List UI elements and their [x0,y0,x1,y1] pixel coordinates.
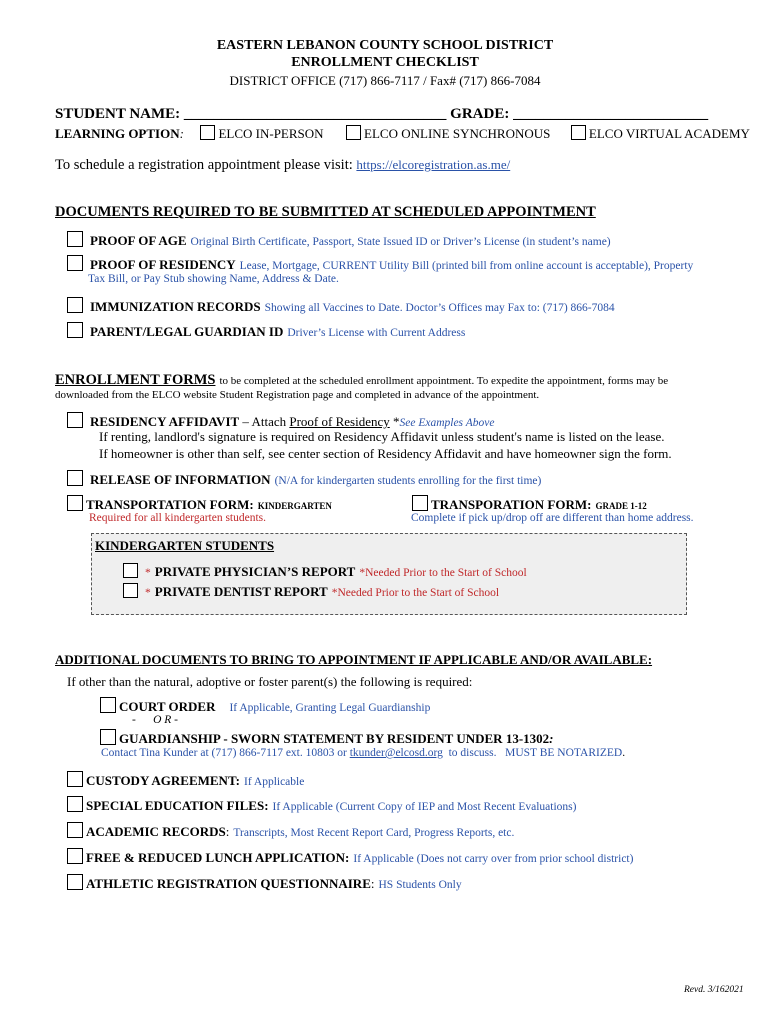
checklist-item: * PRIVATE PHYSICIAN’S REPORT *Needed Prior to the Start of School [123,563,527,581]
item-label: SPECIAL EDUCATION FILES: [86,798,269,813]
checklist-item: RESIDENCY AFFIDAVIT – Attach Proof of Residency *See Examples Above [67,412,494,431]
item-desc: If Applicable [243,776,305,788]
residency-note: If renting, landlord's signature is required on Residency Affidavit unless student's name is listed on the lease. [99,429,665,444]
checkbox[interactable] [100,697,116,713]
checkbox[interactable] [200,125,215,140]
page-title: ENROLLMENT CHECKLIST [291,55,479,70]
checklist-item [67,255,693,274]
additional-intro: If other than the natural, adoptive or foster parent(s) the following is required: [67,674,473,689]
item-note: Required for all kindergarten students. [89,512,267,524]
item-label: TRANSPORTATION FORM: [86,497,254,512]
item-label: PROOF OF RESIDENCY [90,257,236,272]
district-name: EASTERN LEBANON COUNTY SCHOOL DISTRICT [216,38,554,53]
checkbox[interactable] [67,297,83,313]
checkbox[interactable] [123,563,138,578]
item-label: GUARDIANSHIP - SWORN STATEMENT BY RESIDENT UNDER 13-1302 [119,731,550,746]
checkbox[interactable] [346,125,361,140]
enrollment-intro-cont: downloaded from the ELCO website Student Registration page and completed in advance of the appointment. [55,389,540,401]
item-desc: Original Birth Certificate, Passport, State Issued ID or Driver’s License (in student’s name) [190,236,611,248]
learning-option-row: LEARNING OPTION: ELCO IN-PERSON ELCO ONLINE SYNCHRONOUS ELCO VIRTUAL ACADEMY [55,126,750,141]
checkbox[interactable] [67,495,83,511]
item-label: ATHLETIC REGISTRATION QUESTIONNAIRE [86,876,371,891]
revision-date: Revd. 3/162021 [684,985,744,995]
grade-blank[interactable]: __________________________ [513,106,709,122]
item-label: RESIDENCY AFFIDAVIT [90,414,240,429]
enrollment-intro: ENROLLMENT FORMS to be completed at the scheduled enrollment appointment. To expedite the appointment, forms may be [55,372,669,388]
item-label: RELEASE OF INFORMATION [90,472,271,487]
item-label: PRIVATE DENTIST REPORT [154,584,328,599]
item-label: PROOF OF AGE [90,233,187,248]
learning-option-label: LEARNING OPTION [55,126,180,141]
checklist-item: ACADEMIC RECORDS: Transcripts, Most Recent Report Card, Progress Reports, etc. [67,822,514,841]
item-label: FREE & REDUCED LUNCH APPLICATION: [86,850,350,865]
checklist-item [67,470,541,489]
checklist-item: TRANSPORTATION FORM: KINDERGARTEN [67,495,332,514]
checkbox[interactable] [67,822,83,838]
checklist-item [67,297,615,316]
checklist-item [67,771,304,790]
checkbox[interactable] [67,322,83,338]
checklist-item [67,796,576,815]
item-label: CUSTODY AGREEMENT: [86,773,240,788]
contact-email-link[interactable]: tkunder@elcosd.org [349,747,443,759]
item-note: *Needed Prior to the Start of School [359,567,527,579]
item-desc: Transcripts, Most Recent Report Card, Progress Reports, etc. [233,827,515,839]
item-label: ACADEMIC RECORDS [86,824,226,839]
item-label: IMMUNIZATION RECORDS [90,299,261,314]
item-note: Complete if pick up/drop off are different than home address. [411,512,694,524]
item-desc: If Applicable, Granting Legal Guardianship [229,702,431,714]
checklist-item [67,848,633,867]
checkbox[interactable] [100,729,116,745]
checklist-item: * PRIVATE DENTIST REPORT *Needed Prior to the Start of School [123,583,499,601]
district-contact: DISTRICT OFFICE (717) 866-7117 / Fax# (717) 866-7084 [229,73,541,88]
grade-label: GRADE: [450,106,510,122]
registration-link[interactable]: https://elcoregistration.as.me/ [356,157,511,172]
checkbox[interactable] [67,771,83,787]
checklist-item: TRANSPORATION FORM: GRADE 1-12 [412,495,647,514]
option-virtual-academy: ELCO VIRTUAL ACADEMY [588,126,750,141]
checkbox[interactable] [67,412,83,428]
item-label: PARENT/LEGAL GUARDIAN ID [90,324,284,339]
enrollment-heading: ENROLLMENT FORMS [55,372,216,388]
checkbox[interactable] [123,583,138,598]
checkbox[interactable] [571,125,586,140]
required-heading: DOCUMENTS REQUIRED TO BE SUBMITTED AT SCHEDULED APPOINTMENT [55,204,596,220]
item-desc: If Applicable (Does not carry over from prior school district) [353,853,634,865]
additional-heading: ADDITIONAL DOCUMENTS TO BRING TO APPOINTMENT IF APPLICABLE AND/OR AVAILABLE: [55,652,653,667]
residency-note: If homeowner is other than self, see center section of Residency Affidavit and have homeowner sign the form. [99,446,672,461]
option-online-synchronous: ELCO ONLINE SYNCHRONOUS [364,126,551,141]
checklist-item [67,231,611,250]
item-label: PRIVATE PHYSICIAN’S REPORT [154,564,356,579]
item-desc: HS Students Only [378,879,462,891]
student-name-blank[interactable]: ___________________________________ [183,106,447,122]
item-desc-cont: Tax Bill, or Pay Stub showing Name, Address & Date. [88,273,339,285]
checkbox[interactable] [67,255,83,271]
guardianship-contact: Contact Tina Kunder at (717) 866-7117 ext. 10803 or tkunder@elcosd.org to discuss. MUST BE NOTARIZED. [101,747,626,759]
or-separator: - O R - [132,714,178,726]
checklist-item [67,322,465,341]
checkbox[interactable] [412,495,428,511]
checkbox[interactable] [67,848,83,864]
proof-of-residency: Proof of Residency [289,414,390,429]
student-name-label: STUDENT NAME: [55,106,181,122]
item-label: TRANSPORATION FORM: [431,497,592,512]
checkbox[interactable] [67,231,83,247]
checkbox[interactable] [67,796,83,812]
student-name-row [55,106,708,123]
item-desc: (N/A for kindergarten students enrolling for the first time) [274,475,542,487]
kindergarten-heading: KINDERGARTEN STUDENTS [95,538,275,553]
checklist-item: ATHLETIC REGISTRATION QUESTIONNAIRE: HS Students Only [67,874,462,893]
option-in-person: ELCO IN-PERSON [218,126,324,141]
checklist-item: GUARDIANSHIP - SWORN STATEMENT BY RESIDENT UNDER 13-1302: [100,729,554,748]
item-desc: If Applicable (Current Copy of IEP and Most Recent Evaluations) [272,801,577,813]
item-desc: Showing all Vaccines to Date. Doctor’s Offices may Fax to: (717) 866-7084 [264,302,615,314]
item-desc: Lease, Mortgage, CURRENT Utility Bill (printed bill from online account is acceptable), Property [239,260,694,272]
schedule-text: To schedule a registration appointment please visit: [55,157,353,173]
schedule-row [55,157,510,174]
item-desc: Driver’s License with Current Address [287,327,466,339]
checkbox[interactable] [67,470,83,486]
item-label: COURT ORDER [119,699,216,714]
item-note: *Needed Prior to the Start of School [331,587,500,599]
checkbox[interactable] [67,874,83,890]
